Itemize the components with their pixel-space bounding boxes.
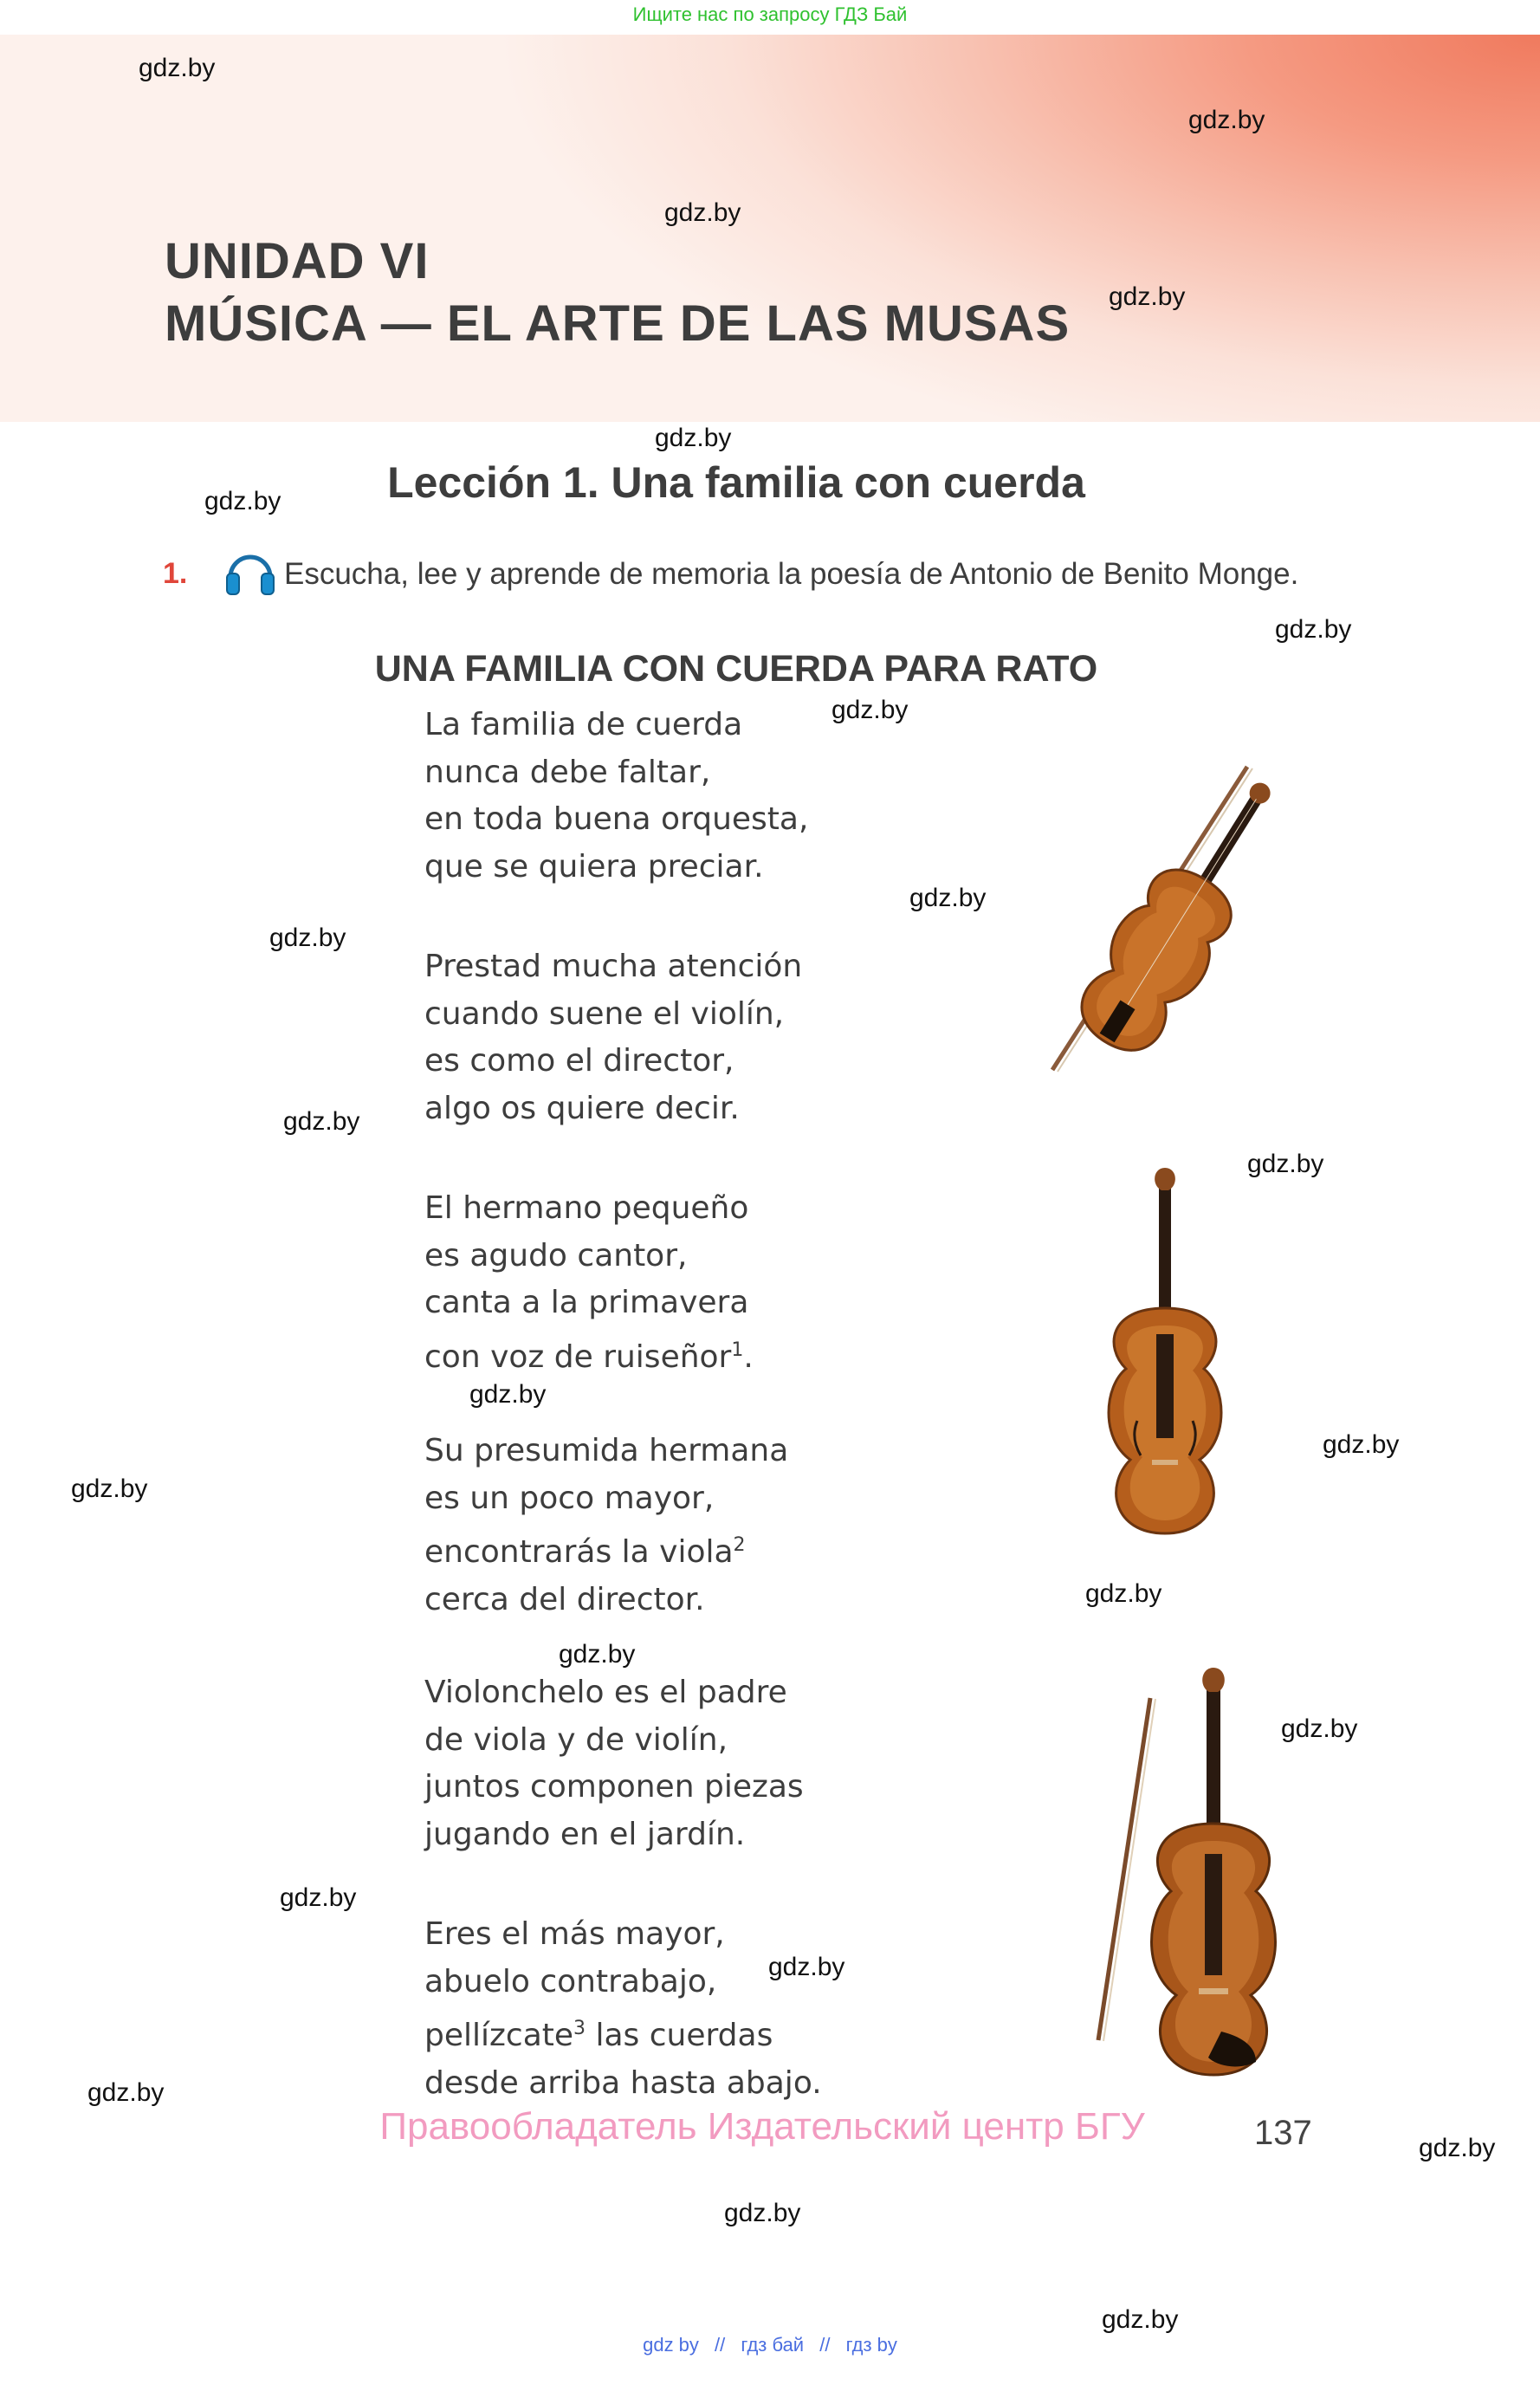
footer-link[interactable]: гдз бай <box>741 2334 805 2356</box>
watermark: gdz.by <box>664 198 741 227</box>
viola-with-bow-image <box>1083 1668 1308 2084</box>
watermark: gdz.by <box>1085 1579 1162 1608</box>
poem-line: nunca debe faltar, <box>424 754 711 790</box>
poem-line: Eres el más mayor, <box>424 1916 725 1952</box>
footnote-mark-1: 1 <box>731 1338 744 1361</box>
exercise-number: 1. <box>163 557 188 590</box>
watermark: gdz.by <box>559 1640 636 1669</box>
poem-line: en toda buena orquesta, <box>424 801 809 837</box>
poem-line <box>424 2006 822 2060</box>
watermark: gdz.by <box>909 884 987 912</box>
violin-image <box>1035 1161 1295 1542</box>
watermark: gdz.by <box>280 1883 357 1912</box>
unit-title: MÚSICA — EL ARTE DE LAS MUSAS <box>165 295 1071 352</box>
page-number: 137 <box>1254 2114 1312 2152</box>
poem-line: cuando suene el violín, <box>424 995 785 1032</box>
watermark: gdz.by <box>139 54 216 82</box>
footer-separator: // <box>819 2334 831 2356</box>
poem-stanza-5 <box>424 1669 804 1858</box>
poem-stanza-3 <box>424 1185 754 1381</box>
poem-stanza-6 <box>424 1911 822 2107</box>
poem-line: cerca del director. <box>424 1581 705 1617</box>
footnote-mark-2: 2 <box>733 1534 746 1556</box>
watermark: gdz.by <box>269 924 346 952</box>
headphones-icon <box>223 548 277 598</box>
poem-line: Prestad mucha atención <box>424 949 803 984</box>
watermark: gdz.by <box>204 487 281 515</box>
poem-line: canta a la primavera <box>424 1285 749 1320</box>
poem-line-text: con voz de ruiseñor <box>424 1338 732 1375</box>
poem-line: es un poco mayor, <box>424 1480 715 1516</box>
poem-line: es como el director, <box>424 1043 734 1079</box>
footer-links <box>0 2334 1540 2356</box>
copyright-note: Правообладатель Издательский центр БГУ <box>379 2105 1145 2148</box>
poem-line: de viola y de violín, <box>424 1721 728 1758</box>
watermark: gdz.by <box>71 1474 148 1503</box>
watermark: gdz.by <box>283 1107 360 1136</box>
footer-separator: // <box>715 2334 726 2356</box>
poem-line: Violonchelo es el padre <box>424 1675 787 1710</box>
header-banner <box>0 35 1540 422</box>
poem-line <box>424 1327 754 1382</box>
watermark: gdz.by <box>1281 1714 1358 1743</box>
line-period: . <box>743 1338 754 1375</box>
poem-line: jugando en el jardín. <box>424 1816 746 1852</box>
poem-stanza-1 <box>424 702 808 891</box>
exercise-instruction: Escucha, lee y aprende de memoria la poesía de Antonio de Benito Monge. <box>284 557 1299 591</box>
poem-line-text: las cuerdas <box>595 2018 773 2053</box>
poem-line: abuelo contrabajo, <box>424 1963 717 1999</box>
watermark: gdz.by <box>724 2199 801 2227</box>
watermark: gdz.by <box>1419 2134 1496 2162</box>
watermark: gdz.by <box>1188 106 1265 134</box>
poem-line: desde arriba hasta abajo. <box>424 2064 822 2101</box>
watermark: gdz.by <box>768 1953 845 1981</box>
footnote-mark-3: 3 <box>573 2018 586 2039</box>
search-hint: Ищите нас по запросу ГДЗ Бай <box>632 3 908 25</box>
violin-with-bow-image <box>1035 758 1304 1083</box>
watermark: gdz.by <box>655 424 732 452</box>
watermark: gdz.by <box>1247 1150 1324 1178</box>
poem-line: algo os quiere decir. <box>424 1090 740 1126</box>
poem-stanza-2 <box>424 943 802 1132</box>
poem-line: Su presumida hermana <box>424 1433 789 1468</box>
poem-line-text: encontrarás la viola <box>424 1534 734 1570</box>
poem-line <box>424 1522 788 1577</box>
poem-line: juntos componen piezas <box>424 1769 804 1805</box>
poem-stanza-4 <box>424 1428 788 1623</box>
watermark: gdz.by <box>469 1380 547 1409</box>
watermark: gdz.by <box>831 696 909 724</box>
poem-line: que se quiera preciar. <box>424 848 764 885</box>
watermark: gdz.by <box>1323 1430 1400 1459</box>
poem-title: UNA FAMILIA CON CUERDA PARA RATO <box>374 648 1098 690</box>
poem-line-text: pellízcate <box>424 2018 574 2053</box>
watermark: gdz.by <box>1275 615 1352 644</box>
watermark: gdz.by <box>1102 2305 1179 2334</box>
poem-line: El hermano pequeño <box>424 1190 749 1226</box>
poem-line: La familia de cuerda <box>424 707 743 742</box>
footer-link[interactable]: гдз by <box>845 2334 897 2356</box>
unit-number: UNIDAD VI <box>165 233 430 289</box>
watermark: gdz.by <box>1109 282 1186 311</box>
footer-link[interactable]: gdz by <box>643 2334 699 2356</box>
watermark: gdz.by <box>87 2078 165 2107</box>
lesson-title: Lección 1. Una familia con cuerda <box>387 458 1085 507</box>
poem-line: es agudo cantor, <box>424 1237 688 1274</box>
